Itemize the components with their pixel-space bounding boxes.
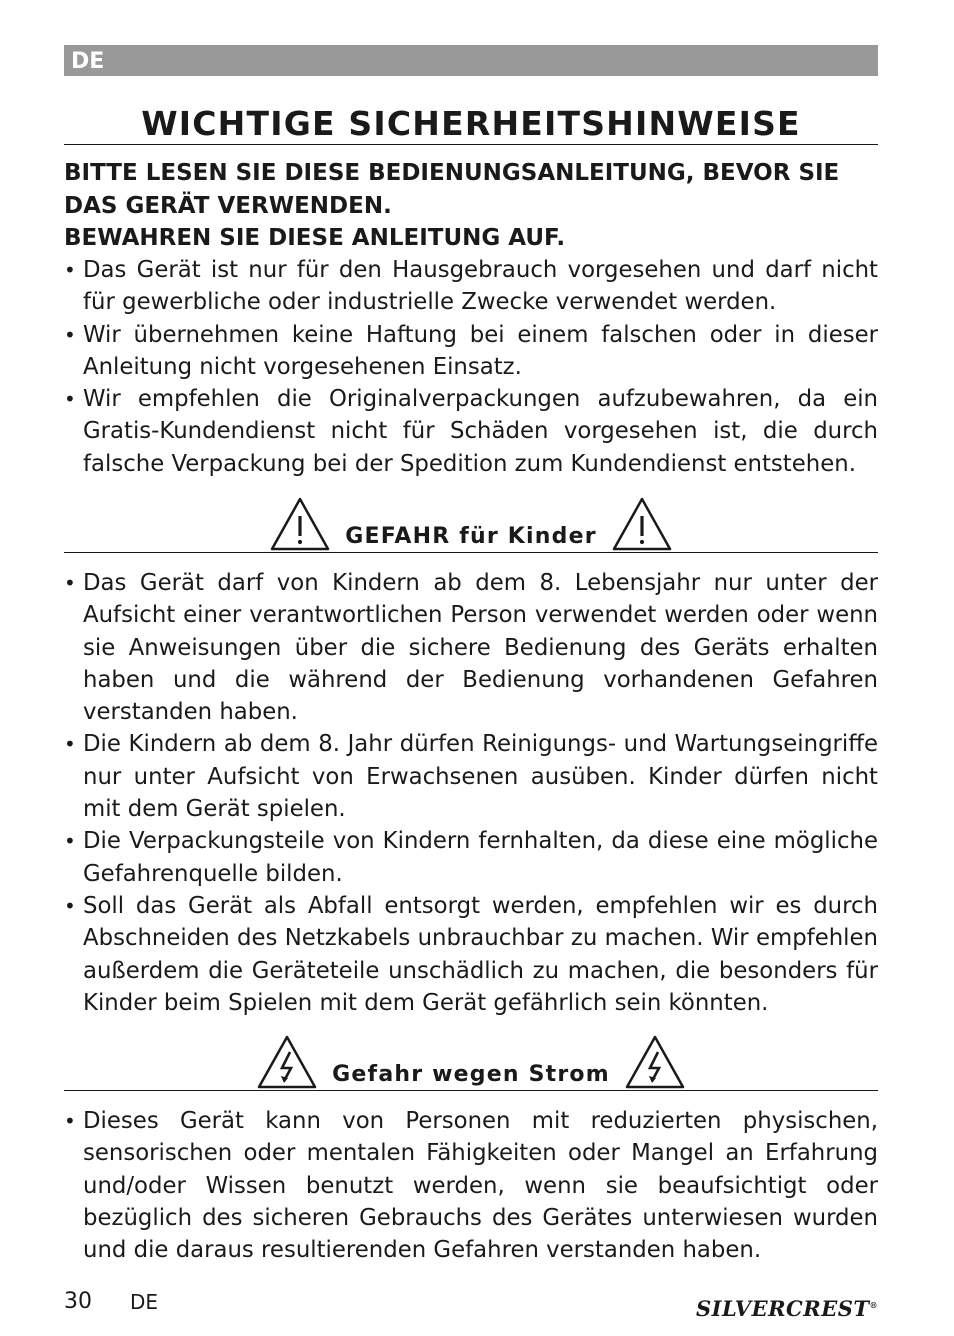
bullet-icon: • xyxy=(64,322,76,347)
bullet-icon: • xyxy=(64,1109,76,1133)
list-item: • Das Gerät ist nur für den Hausgebrauch vorgesehen und darf nicht für gewerbliche oder industrielle Zwecke verwendet werden. xyxy=(64,254,878,319)
intro-read-notice: BITTE LESEN SIE DIESE BEDIENUNGSANLEITUNG, BEVOR SIE DAS GERÄT VERWENDEN. xyxy=(64,160,840,219)
list-item: • Die Kindern ab dem 8. Jahr dürfen Reinigungs- und Wartungseingriffe nur unter Aufsicht von Erwachsenen ausüben. Kinder dürfen nicht mit dem Gerät spielen. xyxy=(64,728,878,825)
language-tab: DE xyxy=(64,45,878,76)
brand-logo: SILVERCREST® xyxy=(696,1296,878,1321)
list-item: • Wir übernehmen keine Haftung bei einem falschen oder in dieser Anleitung nicht vorgesehenen Einsatz. xyxy=(64,319,878,384)
list-item: • Die Verpackungsteile von Kindern fernhalten, da diese eine mögliche Gefahrenquelle bilden. xyxy=(64,825,878,890)
electric-hazard-icon xyxy=(256,1034,318,1090)
section-heading-children xyxy=(64,488,878,553)
electric-hazard-icon xyxy=(624,1034,686,1090)
section-heading-label: Gefahr wegen Strom xyxy=(332,1062,610,1087)
bullet-icon: • xyxy=(64,893,76,918)
intro-keep-notice: BEWAHREN SIE DIESE ANLEITUNG AUF. xyxy=(64,225,566,251)
page-number: 30 xyxy=(64,1289,92,1314)
footer-language: DE xyxy=(130,1290,159,1314)
list-item: • Soll das Gerät als Abfall entsorgt werden, empfehlen wir es durch Abschneiden des Netzkabels unbrauchbar zu machen. Wir empfehlen außerdem die Geräteteile unschädlich zu machen, die besonders für Kinder beim Spielen mit dem Gerät gefährlich sein könnten. xyxy=(64,890,878,1019)
bullet-icon: • xyxy=(64,732,76,757)
warning-triangle-icon xyxy=(269,496,331,552)
warning-triangle-icon xyxy=(611,496,673,552)
section-heading-label: GEFAHR für Kinder xyxy=(345,524,597,549)
page-title: WICHTIGE SICHERHEITSHINWEISE xyxy=(64,104,878,145)
list-item: • Wir empfehlen die Originalverpackungen aufzubewahren, da ein Gratis-Kundendienst nicht für Schäden vorgesehen ist, die durch falsche Verpackung bei der Spedition zum Kundendienst entstehen. xyxy=(64,383,878,480)
section-heading-power xyxy=(64,1028,878,1091)
bullet-icon: • xyxy=(64,571,76,595)
power-bullet-list xyxy=(64,1105,878,1266)
bullet-icon: • xyxy=(64,258,76,282)
intro-notice xyxy=(64,157,878,255)
children-bullet-list xyxy=(64,567,878,1019)
list-item: • Dieses Gerät kann von Personen mit reduzierten physischen, sensorischen oder mentalen Fähigkeiten oder Mangel an Erfahrung und/oder Wissen benutzt werden, wenn sie beaufsichtigt oder bezüglich des sicheren Gebrauchs des Gerätes unterwiesen wurden und die daraus resultierenden Gefahren verstanden haben. xyxy=(64,1105,878,1266)
list-item: • Das Gerät darf von Kindern ab dem 8. Lebensjahr nur unter der Aufsicht einer verantwortlichen Person verwendet werden oder wenn sie Anweisungen über die sichere Bedienung des Geräts erhalten haben und die während der Bedienung vorhandenen Gefahren verstanden haben. xyxy=(64,567,878,728)
bullet-icon: • xyxy=(64,387,76,412)
general-bullet-list xyxy=(64,254,878,480)
bullet-icon: • xyxy=(64,829,76,854)
